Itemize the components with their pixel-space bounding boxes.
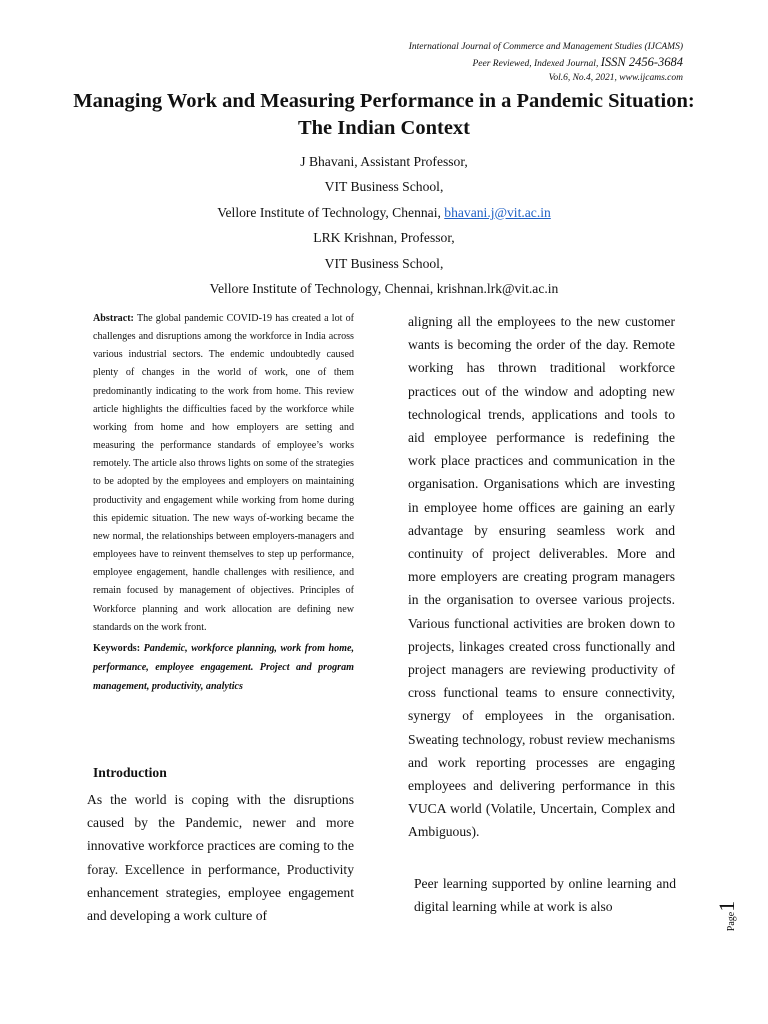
abstract-text: The global pandemic COVID-19 has created a lot of challenges and disruptions among the workforce in India across various industrial sectors. The endemic undoubtedly caused plenty of changes in the world of work, one of them predominantly indicating to the work from home. This review article highlights the difficulties faced by the workforce while working from home and how employers are setting and measuring the performance standards of employee’s works remotely. The article also throws lights on some of the strategies to be adopted by the employees and employers on maintaining productivity and engagement while working from home during this epidemic situation. The new ways of-working became the new normal, the relationships between employers-managers and employees have to reinvent themselves to step up performance, employee engagement, handle challenges with resilience, and remain focused by management of objectives. Principles of Workforce planning and work allocation are defining new standards on the work front. <box>93 313 354 633</box>
journal-name: International Journal of Commerce and Management Studies (IJCAMS) <box>408 42 683 52</box>
introduction-heading: Introduction <box>93 765 167 780</box>
journal-header <box>263 40 683 86</box>
review-text: Peer Reviewed, Indexed Journal, <box>472 58 601 69</box>
right-column-paragraph-2: Peer learning supported by online learning and digital learning while at work is also <box>414 876 676 915</box>
author-line-2: VIT Business School, <box>324 179 444 195</box>
page-number: 1 <box>714 900 739 912</box>
abstract <box>93 310 354 637</box>
keywords-label: Keywords: <box>93 642 144 654</box>
author-line-6: Vellore Institute of Technology, Chennai, krishnan.lrk@vit.ac.in <box>209 280 559 296</box>
journal-review-line <box>263 55 683 72</box>
page-number-marker <box>714 898 754 934</box>
paper-title: Managing Work and Measuring Performance in a Pandemic Situation: The Indian Context <box>73 90 695 139</box>
page-label: Page <box>726 911 737 932</box>
keywords-text: Pandemic, workforce planning, work from home, performance, employee engagement. Project and program management, productivity, analytics <box>93 642 354 692</box>
author-email-link[interactable]: bhavani.j@vit.ac.in <box>444 204 551 220</box>
author-line-1: J Bhavani, Assistant Professor, <box>300 154 468 169</box>
author-line-5: VIT Business School, <box>324 255 444 271</box>
keywords <box>93 639 354 696</box>
abstract-label: Abstract: <box>93 313 134 324</box>
author-line-4: LRK Krishnan, Professor, <box>313 230 455 246</box>
author-block <box>60 149 708 301</box>
introduction-text: As the world is coping with the disruptions caused by the Pandemic, newer and more innovative workforce practices are coming to the foray. Excellence in performance, Productivity enhancement strategies, employee engagement and developing a work culture of <box>87 792 354 924</box>
issn: ISSN 2456-3684 <box>600 54 683 69</box>
right-column-paragraph-1: aligning all the employees to the new customer wants is becoming the order of the day. Remote working has thrown traditional workforce practices out of the window and adopting new technological trends, applications and tools to aid employee performance is redefining the work place practices and communication in the organisation. Organisations which are investing in employee home offices are gaining an early advantage by ensuring seamless work and continuity of project deliverables. More and more employers are creating program managers in the organisation to oversee various projects. Various functional activities are broken down to projects, linkages created cross functionally and project managers are reviewing productivity of cross functional teams to ensure connectivity, synergy of employees in the organisation. Sweating technology, robust review mechanisms and work reporting processes are engaging employees and delivering performance in this VUCA world (Volatile, Uncertain, Complex and Ambiguous). <box>408 314 675 840</box>
author-affiliation-1: Vellore Institute of Technology, Chennai, <box>217 204 445 220</box>
volume-line: Vol.6, No.4, 2021, www.ijcams.com <box>548 73 683 83</box>
left-column <box>93 310 354 696</box>
author-line-3 <box>60 200 708 225</box>
